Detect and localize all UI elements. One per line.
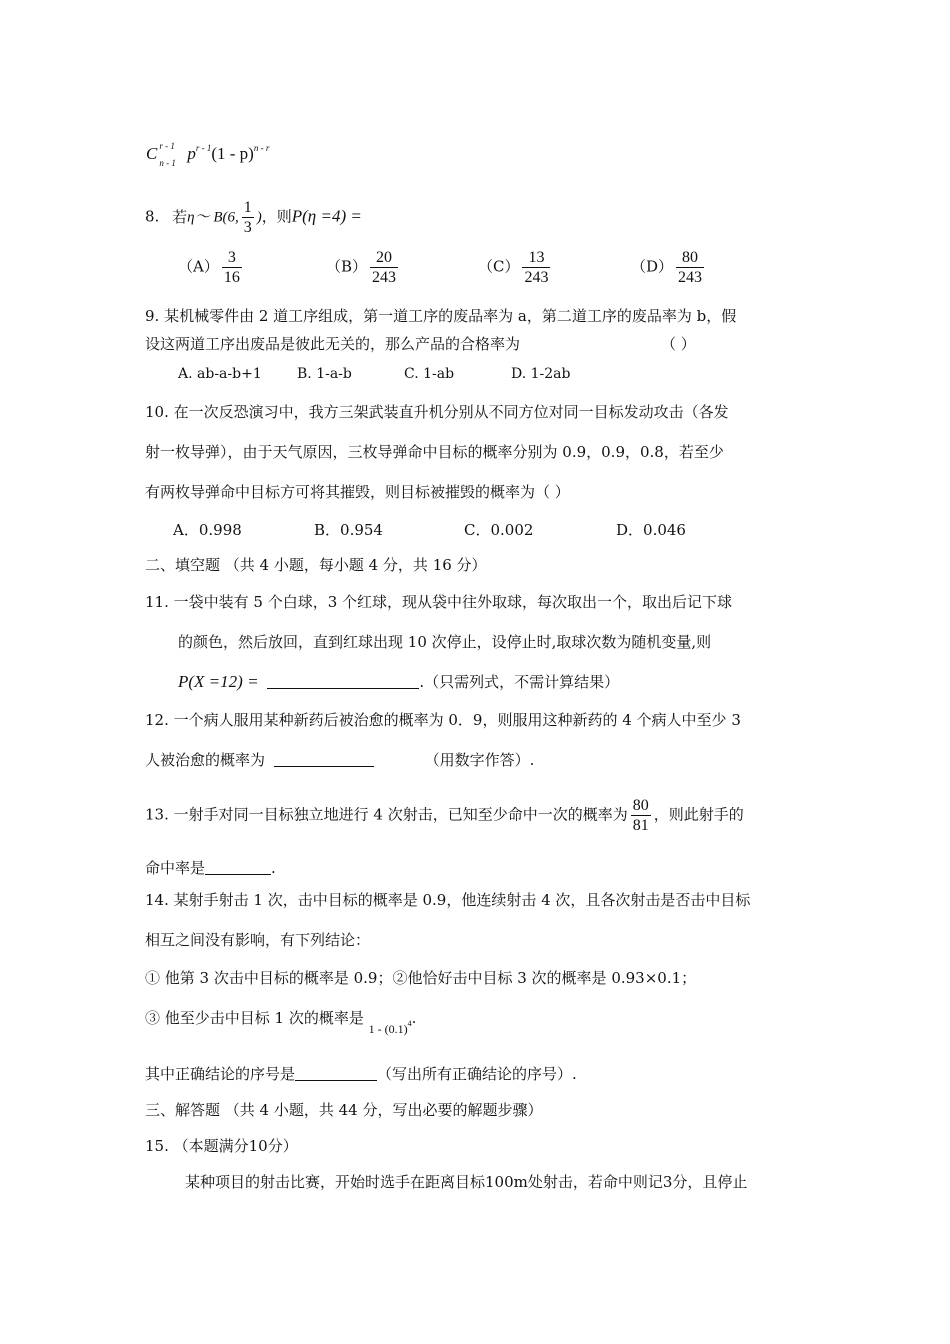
q13-line-1-tail: ，则此射手的 [653, 805, 744, 824]
q13-line-1-text: 13. 一射手对同一目标独立地进行 4 次射击，已知至少命中一次的概率为 [145, 805, 628, 824]
q14-formula-base: 1 - (0.1) [368, 1022, 408, 1036]
q10-line-1: 10. 在一次反恐演习中，我方三架武装直升机分别从不同方位对同一目标发动攻击（各发 [145, 403, 729, 421]
q8-option-b [326, 248, 401, 287]
q9-option-c: C. 1-ab [404, 366, 455, 382]
q15-body: 某种项目的射击比赛，开始时选手在距离目标100m处射击，若命中则记3分，且停止 [185, 1173, 748, 1191]
q9-line-1: 9. 某机械零件由 2 道工序组成，第一道工序的废品率为 a，第二道工序的废品率为 b，假 [145, 307, 737, 325]
q12-answer-blank[interactable] [274, 750, 374, 767]
q8-option-num: 20 [376, 249, 393, 266]
formula-paren: (1 - p) [211, 144, 254, 163]
formula-c: C [146, 144, 158, 163]
formula-top [146, 138, 270, 168]
q10-line-2: 射一枚导弹），由于天气原因，三枚导弹命中目标的概率分别为 0.9，0.9，0.8，若至少 [145, 443, 724, 461]
q12-line-1: 12. 一个病人服用某种新药后被治愈的概率为 0．9，则服用这种新药的 4 个病人中至少 3 [145, 711, 741, 729]
q13-line-2-text: 命中率是 [145, 859, 206, 877]
q14-line-4-text: ③ 他至少击中目标 1 次的概率是 [145, 1009, 364, 1027]
q9-option-b: B. 1-a-b [297, 366, 352, 382]
q8-option-den: 243 [678, 269, 703, 286]
formula-p: p [187, 144, 196, 163]
q9-line-2-text: 设这两道工序出废品是彼此无关的，那么产品的合格率为 [145, 335, 521, 353]
q8-option-den: 243 [524, 269, 549, 286]
formula-sup-r: r - 1 [159, 141, 175, 151]
q8-option-label: （D） [631, 257, 674, 276]
q8-option-label: （A） [178, 257, 219, 276]
q14-formula [368, 1019, 412, 1036]
q12-line-2 [145, 750, 534, 770]
q8-option-num: 13 [528, 249, 545, 266]
q8-option-num: 80 [682, 249, 699, 266]
q9-answer-paren: （ ） [661, 335, 696, 353]
formula-sub-n: n - 1 [159, 158, 176, 168]
q11-formula: P(X =12) = [178, 672, 259, 691]
q10-option-b: B．0.954 [314, 521, 383, 539]
q13-line-2 [145, 858, 276, 878]
q14-line-5-tail: （写出所有正确结论的序号）. [377, 1065, 577, 1083]
q8-number: 8. [145, 207, 160, 226]
q8-prob: P(η =4) = [291, 206, 362, 226]
q8-option-a [178, 248, 245, 287]
q14-line-1: 14. 某射手射击 1 次，击中目标的概率是 0.9，他连续射击 4 次，且各次射击是否击中目标 [145, 891, 751, 909]
q8-frac-den: 3 [243, 219, 252, 236]
q14-line-5 [145, 1064, 577, 1084]
q8-option-label: （C） [478, 257, 520, 276]
q8-option-c [478, 248, 553, 287]
q8-close: ) [256, 209, 262, 226]
q8-option-den: 16 [223, 269, 240, 286]
q14-line-4-end: . [411, 1009, 417, 1027]
q11-line-2: 的颜色，然后放回，直到红球出现 10 次停止，设停止时,取球次数为随机变量,则 [178, 633, 712, 651]
q14-formula-sup: 4 [407, 1019, 412, 1028]
q11-line-3 [178, 672, 619, 692]
q8-then: ，则 [261, 207, 292, 226]
q15-header: 15. （本题满分10分） [145, 1137, 298, 1155]
q12-line-2-tail: （用数字作答）. [424, 751, 535, 769]
q13-answer-blank[interactable] [205, 858, 271, 875]
q14-line-5-text: 其中正确结论的序号是 [145, 1065, 296, 1083]
q11-answer-blank[interactable] [267, 672, 419, 689]
q13-frac-den: 81 [632, 817, 649, 834]
q9-option-a: A. ab-a-b+1 [178, 366, 262, 382]
q10-line-3: 有两枚导弹命中目标方可将其摧毁，则目标被摧毁的概率为（ ） [145, 483, 570, 501]
q13-line-2-tail: . [271, 859, 276, 877]
q8-fraction [242, 198, 254, 237]
section-2-heading: 二、填空题 （共 4 小题，每小题 4 分，共 16 分） [145, 556, 487, 574]
q11-tail: .（只需列式，不需计算结果） [419, 673, 620, 691]
formula-sup-nr: n - r [253, 143, 270, 153]
q10-option-a: A．0.998 [173, 521, 242, 539]
q13-fraction [631, 796, 651, 835]
q12-line-2-text: 人被治愈的概率为 [145, 751, 266, 769]
q8-option-label: （B） [326, 257, 368, 276]
q14-answer-blank[interactable] [295, 1064, 377, 1081]
q9-line-2 [145, 334, 696, 354]
q8-binomial: ～ B(6, [194, 209, 239, 226]
q9-option-d: D. 1-2ab [511, 366, 571, 382]
q8-frac-num: 1 [243, 199, 252, 216]
question-8 [145, 198, 362, 237]
q14-line-3: ① 他第 3 次击中目标的概率是 0.9；②他恰好击中目标 3 次的概率是 0.93×0.1； [145, 969, 697, 987]
q14-line-4 [145, 1004, 417, 1036]
q8-eta: η [187, 209, 195, 226]
q14-line-2: 相互之间没有影响，有下列结论： [145, 931, 371, 949]
q8-option-den: 243 [372, 269, 397, 286]
q8-option-num: 3 [227, 249, 236, 266]
q8-option-d [631, 248, 707, 287]
q10-option-d: D．0.046 [616, 521, 686, 539]
q8-text-if: 若 [172, 207, 188, 226]
formula-sup-r2: r - 1 [195, 143, 212, 153]
q13-line-1 [145, 796, 744, 835]
q10-option-c: C．0.002 [464, 521, 534, 539]
q13-frac-num: 80 [632, 797, 649, 814]
section-3-heading: 三、解答题 （共 4 小题，共 44 分，写出必要的解题步骤） [145, 1101, 543, 1119]
q11-line-1: 11. 一袋中装有 5 个白球，3 个红球，现从袋中往外取球，每次取出一个，取出后记下球 [145, 593, 733, 611]
